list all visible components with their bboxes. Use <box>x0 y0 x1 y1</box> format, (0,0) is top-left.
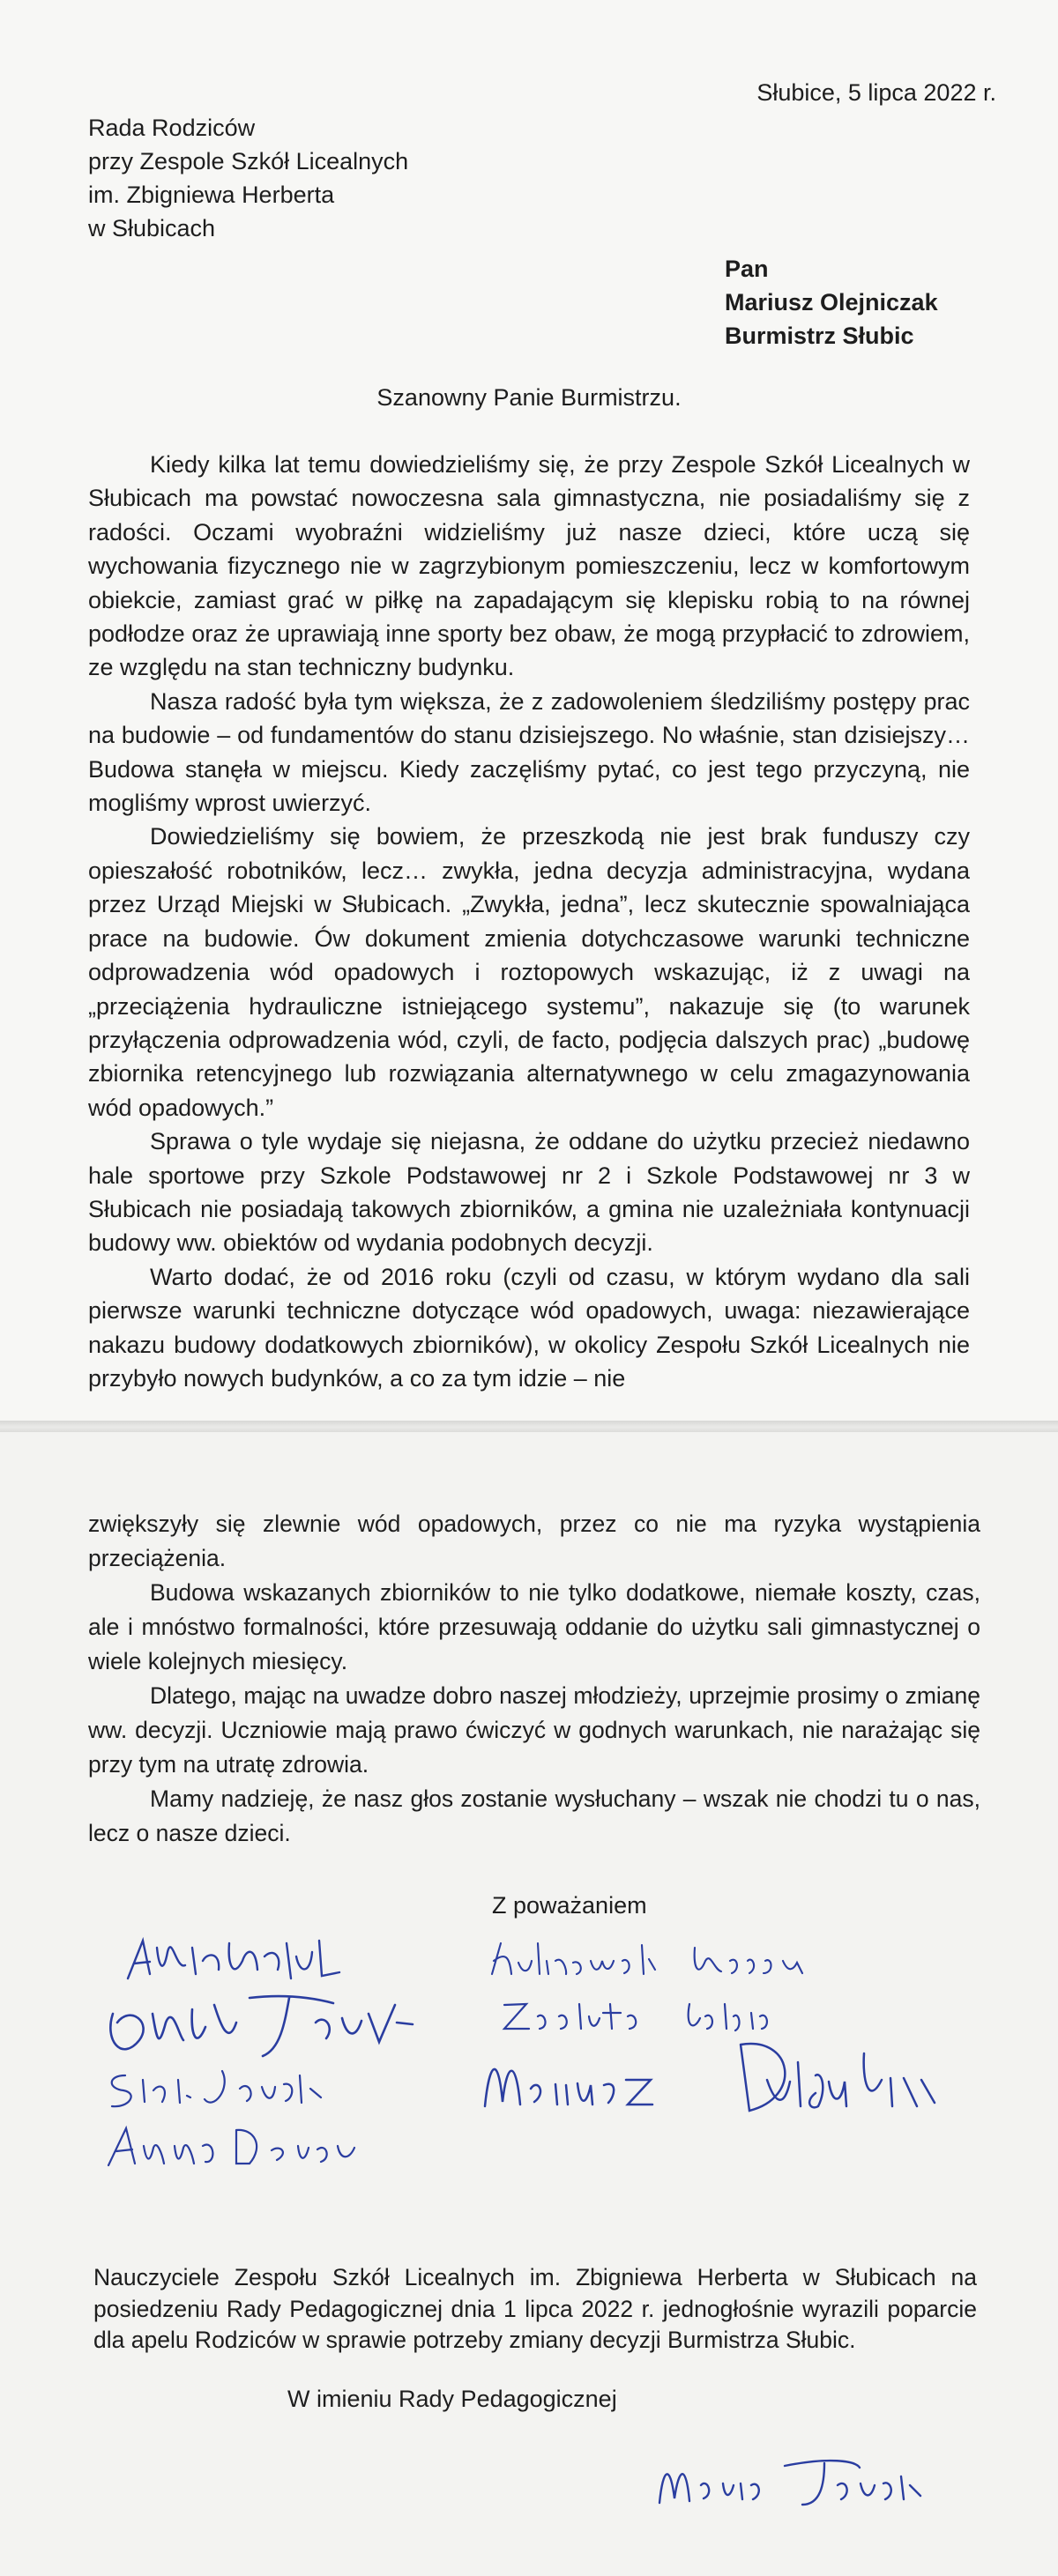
signature-stan <box>99 2062 346 2115</box>
paragraph: zwiększyły się zlewnie wód opadowych, przez co nie ma ryzyka wystąpienia przeciążenia. <box>88 1511 980 1571</box>
letter-date: Słubice, 5 lipca 2022 r. <box>756 79 996 106</box>
sender-line: im. Zbigniewa Herberta <box>88 182 335 208</box>
sender-line: w Słubicach <box>88 215 216 241</box>
paragraph: Dowiedzieliśmy się bowiem, że przeszkodą nie jest brak funduszy czy opieszałość robotników, lecz… zwykła, jedna decyzja administracyjna, wydana przez Urząd Miejski w Słubicach. „Zwykła, jedna”, lecz skutecznie spowalniająca prace na budowie. Ów dokument zmienia dotychczasowe warunki techniczne odprowadzenia wód opadowych i roztopowych wskazując, iż z uwagi na „przeciążenia hydrauliczne istniejącego systemu”, nakazuje się (to warunek przyłączenia odprowadzenia wód, czyli, de facto, podjęcia dalszych prac) „budowę zbiornika retencyjnego lub rozwiązania alternatywnego w celu zmagazynowania wód opadowych.” <box>88 823 970 1121</box>
sender-line: przy Zespole Szkół Licealnych <box>88 148 409 174</box>
paragraph: Dlatego, mając na uwadze dobro naszej młodzieży, uprzejmie prosimy o zmianę ww. decyzji. Uczniowie mają prawo ćwiczyć w godnych warunkach, nie narażając się przy tym na utratę zdrowia. <box>88 1682 980 1778</box>
paragraph: Sprawa o tyle wydaje się niejasna, że oddane do użytku przecież niedawno hale sportowe przy Szkole Podstawowej nr 2 i Szkole Podstawowej nr 3 w Słubicach nie posiadają takowych zbiorników, a gmina nie uzależniała kontynuacji budowy ww. obiektów od wydania podobnych decyzji. <box>88 1128 970 1257</box>
letter-body-page-1 <box>88 448 970 1395</box>
paragraph: Nasza radość była tym większa, że z zadowoleniem śledziliśmy postępy prac na budowie – od fundamentów do stanu dzisiejszego. No właśnie, stan dzisiejszy… Budowa stanęła w miejscu. Kiedy zaczęliśmy pytać, co jest tego przyczyną, nie mogliśmy wprost uwierzyć. <box>88 687 970 817</box>
sender-line: Rada Rodziców <box>88 115 256 141</box>
letter-body-page-2 <box>88 1507 980 1851</box>
recipient-line: Mariusz Olejniczak <box>725 289 938 316</box>
greeting: Szanowny Panie Burmistrzu. <box>376 384 682 411</box>
paragraph: Kiedy kilka lat temu dowiedzieliśmy się, że przy Zespole Szkół Licealnych w Słubicach ma powstać nowoczesna sala gimnastyczna, nie posiadaliśmy się z radości. Oczami wyobraźni widzieliśmy już nasze dzieci, które uczą się wychowania fizycznego nie w zagrzybionym pomieszczeniu, lecz w komfortowym obiekcie, zamiast grać w piłkę na zapadającym się klepisku robią to na równej podłodze oraz że uprawiają inne sporty bez obaw, że mogą przypłacić to zdrowiem, ze względu na stan techniczny budynku. <box>88 451 970 681</box>
recipient-line: Pan <box>725 256 769 282</box>
sender-address <box>88 111 408 245</box>
signature-maria <box>652 2450 935 2512</box>
paragraph: Mamy nadzieję, że nasz głos zostanie wysłuchany – wszak nie chodzi tu o nas, lecz o nasze dzieci. <box>88 1785 980 1846</box>
signature-mariusz <box>476 2027 987 2124</box>
closing-phrase: Z poważaniem <box>492 1892 647 1919</box>
paragraph: Warto dodać, że od 2016 roku (czyli od czasu, w którym wydano dla sali pierwsze warunki techniczne dotyczące wód opadowych, uwaga: niezawierające nakazu budowy dodatkowych zbiorników), w okolicy Zespołu Szkół Licealnych nie przybyło nowych budynków, a co za tym idzie – nie <box>88 1263 970 1392</box>
teachers-council-note: Nauczyciele Zespołu Szkół Licealnych im. Zbigniewa Herberta w Słubicach na posiedzeniu Rady Pedagogicznej dnia 1 lipca 2022 r. jednogłośnie wyrazili poparcie dla apelu Rodziców w sprawie potrzeby zmiany decyzji Burmistrza Słubic. <box>93 2264 977 2353</box>
recipient-address <box>725 252 938 353</box>
recipient-line: Burmistrz Słubic <box>725 323 914 349</box>
signature-anna <box>104 2119 369 2172</box>
signature-kalinowska <box>483 1934 836 1983</box>
signature-artur <box>123 1930 353 1992</box>
signature-joanna <box>104 1987 421 2067</box>
on-behalf-line: W imieniu Rady Pedagogicznej <box>287 2386 617 2412</box>
paragraph: Budowa wskazanych zbiorników to nie tylko dodatkowe, niemałe koszty, czas, ale i mnóstwo formalności, które przesuwają oddanie do użytku sali gimnastycznej o wiele kolejnych miesięcy. <box>88 1579 980 1674</box>
